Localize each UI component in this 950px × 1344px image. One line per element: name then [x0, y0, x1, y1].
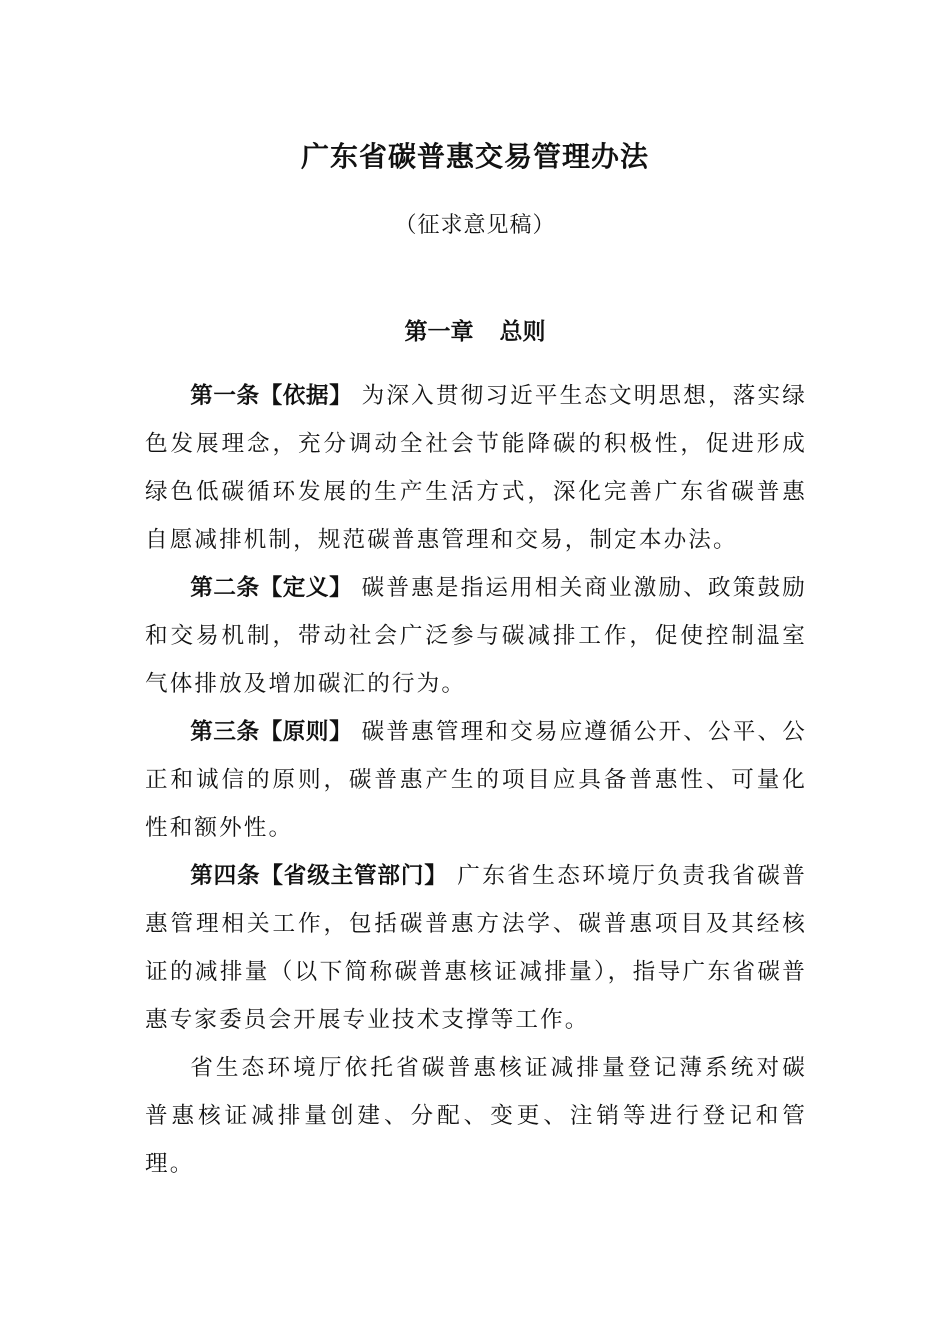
article-paragraph [145, 708, 807, 852]
article-paragraph [145, 564, 807, 708]
document-subtitle: （征求意见稿） [394, 213, 556, 238]
article-text: 碳普惠是指运用相关商业激励、政策鼓励和交易机制，带动社会广泛参与碳减排工作，促使控制温室气体排放及增加碳汇的行为。 [145, 575, 807, 697]
article-label: 第一条【依据】 [190, 383, 353, 409]
article-text: 为深入贯彻习近平生态文明思想，落实绿色发展理念，充分调动全社会节能降碳的积极性，促进形成绿色低碳循环发展的生产生活方式，深化完善广东省碳普惠自愿减排机制，规范碳普惠管理和交易，制定本办法。 [145, 383, 807, 553]
document-body [145, 372, 807, 1188]
article-text: 碳普惠管理和交易应遵循公开、公平、公正和诚信的原则，碳普惠产生的项目应具备普惠性、可量化性和额外性。 [145, 719, 807, 841]
article-paragraph [145, 372, 807, 564]
article-paragraph [145, 1044, 807, 1188]
article-text: 省生态环境厅依托省碳普惠核证减排量登记薄系统对碳普惠核证减排量创建、分配、变更、注销等进行登记和管理。 [145, 1055, 807, 1177]
chapter-number: 第一章 [404, 319, 474, 345]
article-text: 广东省生态环境厅负责我省碳普惠管理相关工作，包括碳普惠方法学、碳普惠项目及其经核证的减排量（以下简称碳普惠核证减排量），指导广东省碳普惠专家委员会开展专业技术支撑等工作。 [145, 863, 807, 1033]
document-title: 广东省碳普惠交易管理办法 [300, 140, 649, 173]
article-label: 第三条【原则】 [190, 719, 353, 745]
chapter-name: 总则 [499, 319, 546, 345]
article-paragraph [145, 852, 807, 1044]
chapter-heading [0, 312, 950, 352]
article-label: 第四条【省级主管部门】 [190, 863, 448, 889]
article-label: 第二条【定义】 [190, 575, 353, 601]
